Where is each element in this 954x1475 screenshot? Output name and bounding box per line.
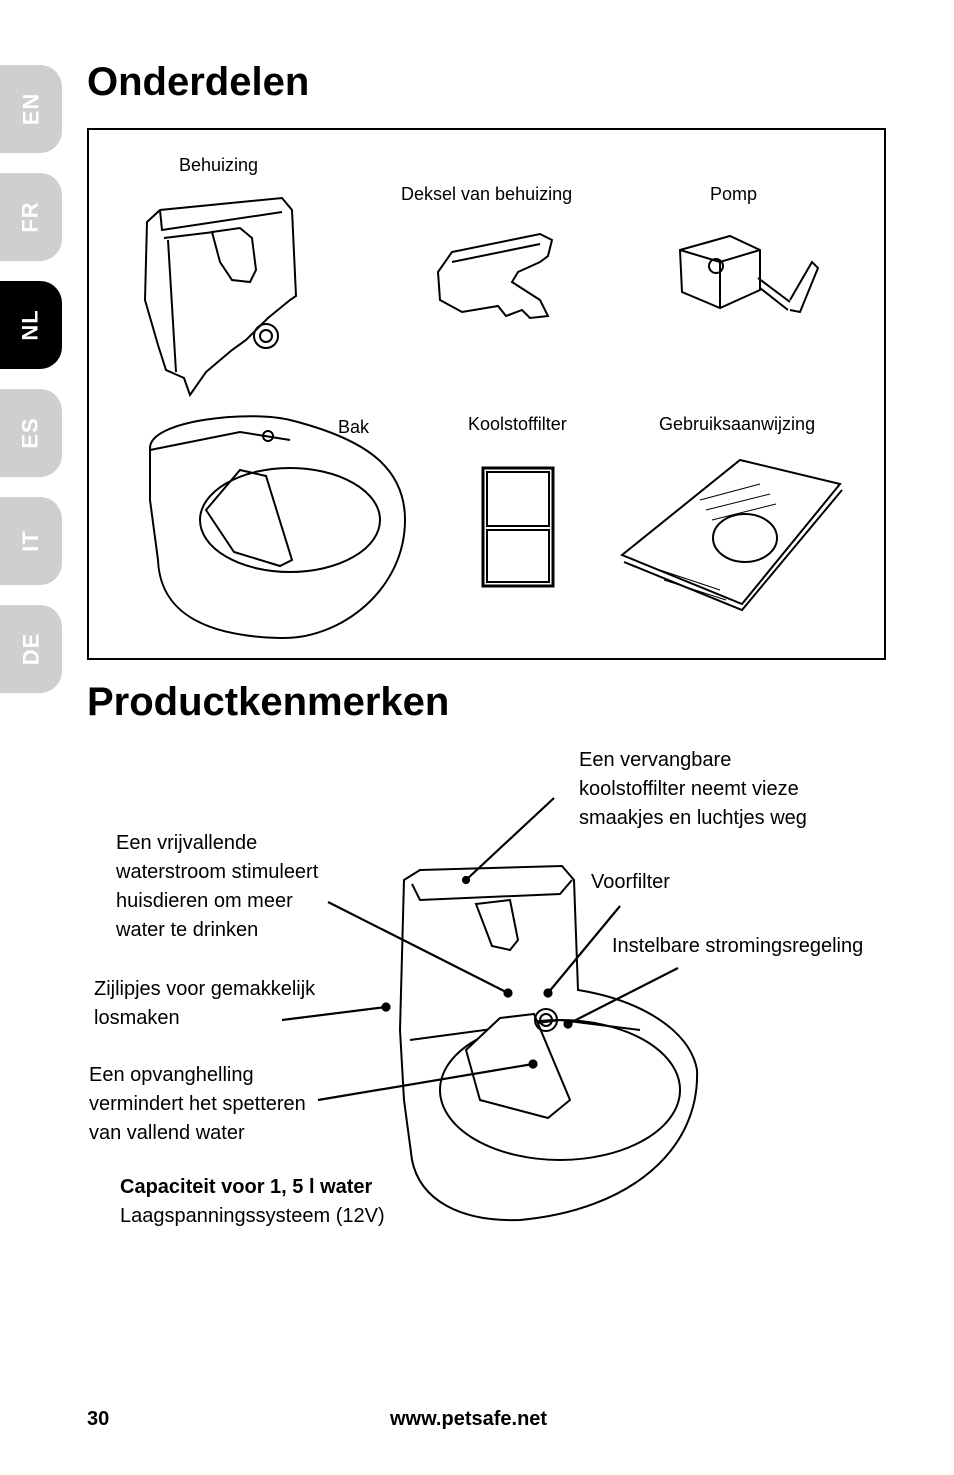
part-housing-label: Behuizing [179,155,259,175]
tab-it-label: IT [18,530,43,552]
tab-en-label: EN [18,92,43,126]
callout-side-tabs [94,975,315,1033]
callout-side-tabs-line: losmaken [94,1007,180,1029]
callout-free-fall [116,829,318,945]
callout-filter-line: koolstoffilter neemt vieze [579,778,799,800]
callout-free-fall-line: Een vrijvallende [116,832,258,854]
callout-prefilter: Voorfilter [591,871,670,893]
lid-illustration [438,234,552,318]
features-title: Productkenmerken [87,680,450,724]
callout-filter-line: smaakjes en luchtjes weg [579,807,807,829]
tab-fr-label: FR [17,201,43,233]
tab-nl-label: NL [17,309,43,341]
tab-de-label: DE [18,632,43,666]
part-manual-label: Gebruiksaanwijzing [659,414,816,434]
bowl-illustration [150,416,405,638]
callout-filter [579,746,807,833]
housing-illustration [145,198,296,395]
fountain-illustration [400,866,697,1220]
part-filter-label: Koolstoffilter [468,414,567,434]
voltage-text: Laagspanningssysteem (12V) [120,1205,385,1227]
callout-free-fall-line: huisdieren om meer [116,890,293,912]
callout-side-tabs-line: Zijlipjes voor gemakkelijk [94,978,316,1000]
part-bowl-label: Bak [338,417,370,437]
callout-filter-line: Een vervangbare [579,749,732,771]
part-lid-label: Deksel van behuizing [401,184,573,204]
callout-flow-control: Instelbare stromingsregeling [612,935,864,957]
callout-ramp [89,1061,306,1148]
callout-ramp-line: vermindert het spetteren [89,1093,306,1115]
capacity-text: Capaciteit voor 1, 5 l water [120,1176,373,1198]
callout-ramp-line: Een opvanghelling [89,1064,254,1086]
filter-illustration [483,468,553,586]
page-number: 30 [87,1408,110,1430]
parts-title: Onderdelen [87,60,310,104]
pump-illustration [680,236,818,312]
part-pump-label: Pomp [710,184,758,204]
website-link[interactable]: www.petsafe.net [390,1408,548,1430]
callout-ramp-line: van vallend water [89,1122,245,1144]
tab-es-label: ES [17,417,43,449]
callout-free-fall-line: water te drinken [116,919,259,941]
callout-free-fall-line: waterstroom stimuleert [116,861,319,883]
manual-illustration [622,460,842,610]
